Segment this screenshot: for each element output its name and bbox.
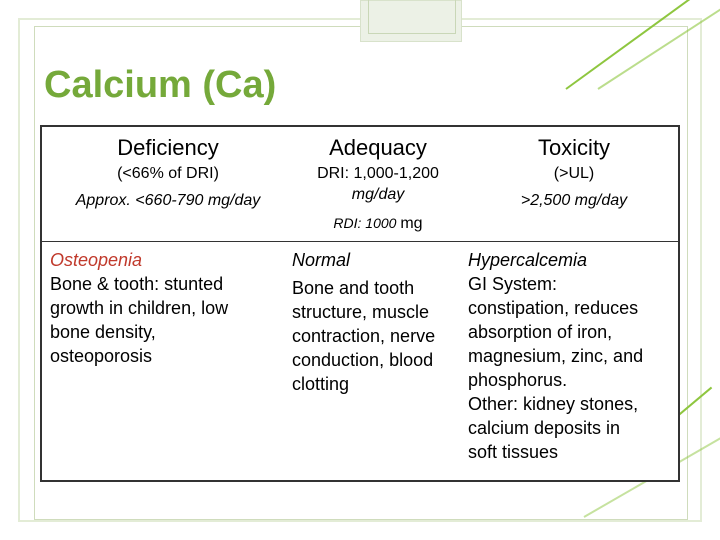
- decorative-square-outline: [368, 0, 456, 34]
- column-heading: Adequacy: [329, 135, 427, 160]
- body-line: Bone & tooth: stunted: [50, 274, 224, 294]
- body-line: clotting: [292, 374, 350, 394]
- column-body: [468, 248, 680, 464]
- body-title: Normal: [292, 250, 351, 270]
- column-deficiency: [48, 127, 288, 482]
- body-line: osteoporosis: [50, 346, 153, 366]
- body-line: contraction, nerve: [292, 326, 436, 346]
- body-title: Osteopenia: [50, 250, 143, 270]
- body-line: growth in children, low: [50, 298, 229, 318]
- rdi-label: RDI: 1000: [333, 215, 397, 231]
- body-line: Other: kidney stones,: [468, 394, 639, 414]
- column-subtext: >2,500 mg/day: [520, 192, 628, 209]
- column-body: [50, 248, 286, 368]
- body-line: phosphorus.: [468, 370, 568, 390]
- column-toxicity: [468, 127, 680, 482]
- body-line: soft tissues: [468, 442, 559, 462]
- column-subtext: DRI: 1,000-1,200: [317, 165, 439, 182]
- column-subtext: Approx. <660-790 mg/day: [75, 192, 261, 209]
- column-body: [292, 248, 468, 396]
- column-heading: Deficiency: [117, 135, 219, 160]
- body-line: conduction, blood: [292, 350, 434, 370]
- slide-title: Calcium (Ca): [44, 64, 277, 106]
- body-line: Bone and tooth: [292, 278, 415, 298]
- body-line: magnesium, zinc, and: [468, 346, 644, 366]
- body-line: bone density,: [50, 322, 156, 342]
- column-heading: Toxicity: [537, 135, 611, 160]
- column-adequacy: [290, 127, 466, 482]
- body-line: calcium deposits in: [468, 418, 621, 438]
- body-title: Hypercalcemia: [468, 250, 588, 270]
- rdi-unit: mg: [400, 215, 423, 232]
- column-subtext: (<66% of DRI): [117, 165, 219, 182]
- body-line: structure, muscle: [292, 302, 430, 322]
- column-subtext: (>UL): [553, 165, 595, 182]
- body-line: absorption of iron,: [468, 322, 613, 342]
- column-subtext: [290, 214, 466, 233]
- calcium-table: [40, 125, 680, 482]
- column-subtext: mg/day: [351, 186, 405, 203]
- body-line: GI System:: [468, 274, 558, 294]
- body-line: constipation, reduces: [468, 298, 639, 318]
